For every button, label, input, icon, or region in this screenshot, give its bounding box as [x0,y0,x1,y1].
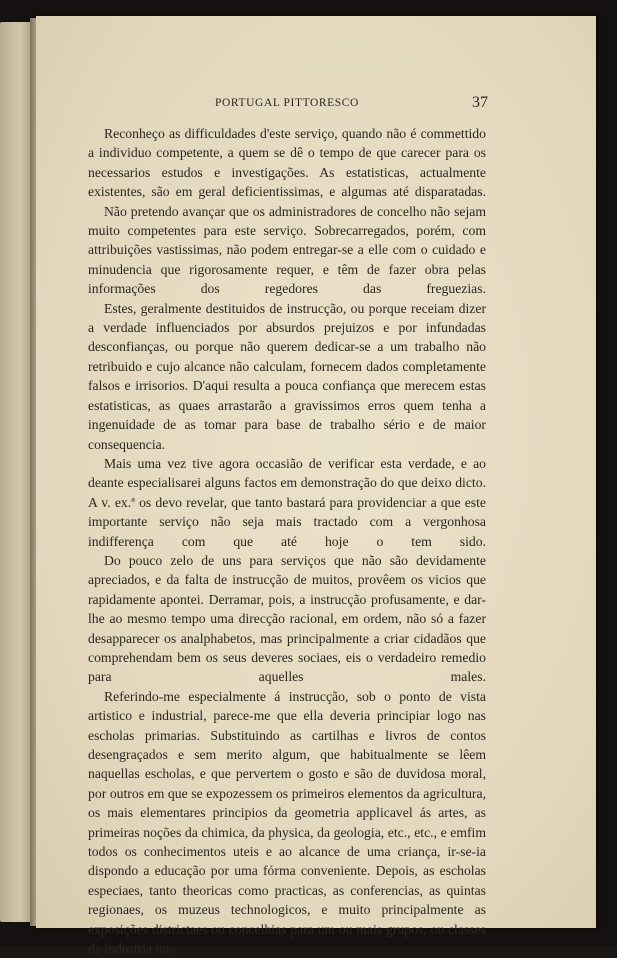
paragraph: Referindo-me especialmente á instrucção, sob o ponto de vista artistico e industrial, parece-me que ella deveria principiar logo nas escholas primarias. Substituindo as cartilhas e livros de contos desengraçados e sem merito algum, que habitualmente se lêem naquellas escholas, e que pervertem o gosto e são de duvidosa moral, por outros em que se expozessem os primeiros elementos da agricultura, os mais elementares principios da geometria applicavel ás artes, as primeiras noções da chimica, da physica, da geologia, etc., etc., e emfim todos os conhecimentos uteis e ao alcance de uma criança, ir-se-ia dispondo a educação por uma fórma conveniente. Depois, as escholas especiaes, tanto theoricas como practicas, as conferencias, as quintas regionaes, os muzeus technologicos, e muito principalmente as exposições districtaes ou concelhias para um ou mais grupos, ou classes da industria hu- [88,688,486,957]
page-header [86,96,488,116]
paragraph: Do pouco zelo de uns para serviços que não são devidamente apreciados, e da falta de instrucção de muitos, provêem os vicios que rapidamente apontei. Derramar, pois, a instrucção profusamente, e dar-lhe ao mesmo tempo uma direcção racional, em ordem, não só a fazer desapparecer os analphabetos, mas principalmente a criar cidadãos que comprehendam bem os seus deveres sociaes, eis o verdadeiro remedio para aquelles males. [88,552,486,685]
paragraph: Mais uma vez tive agora occasião de verificar esta verdade, e ao deante especialisarei alguns factos em demonstração do que deixo dicto. A v. ex.ª os devo revelar, que tanto bastará para providenciar a que este importante serviço não seja mais tractado com a vergonhosa indifferença com que até hoje o tem sido. [88,455,486,549]
paragraph: Reconheço as difficuldades d'este serviço, quando não é commettido a individuo competente, a quem se dê o tempo de que carecer para os necessarios estudos e investigações. As estatisticas, actualmente existentes, são em geral deficientissimas, e algumas até disparatadas. [88,126,486,200]
paragraph: Estes, geralmente destituidos de instrucção, ou porque receiam dizer a verdade influenciados por absurdos prejuizos e por infundadas desconfianças, ou porque não querem dedicar-se a um trabalho não retribuido e cujo alcance não calculam, fornecem dados completamente falsos e irrisorios. D'aqui resulta a pouca confiança que merecem estas estatisticas, as quaes arrastarão a gravissimos erros quem tenha a ingenuidade de as tomar para base de trabalho sério e de maior consequencia. [88,300,486,452]
body-text [88,124,486,958]
running-head: PORTUGAL PITTORESCO [215,97,359,109]
previous-page-edge [0,22,34,922]
page-number: 37 [472,94,488,111]
paragraph: Não pretendo avançar que os administradores de concelho não sejam muito competentes para este serviço. Sobrecarregados, porém, com attribuições vastissimas, não podem entregar-se a elle com o cuidado e minudencia que rigorosamente requer, e têm de fazer obra pelas informações dos regedores das freguezias. [88,203,486,297]
